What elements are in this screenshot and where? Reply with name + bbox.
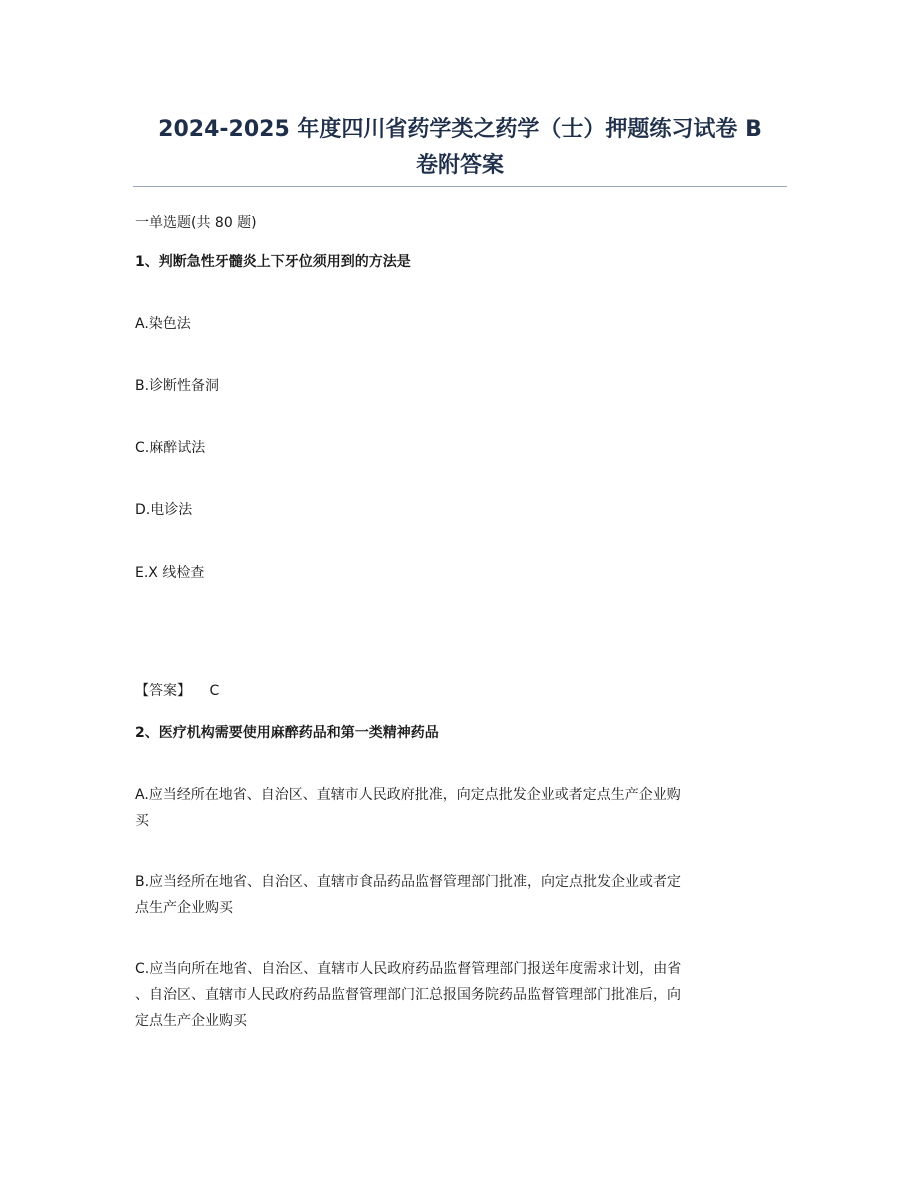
section-heading: 一单选题(共 80 题) xyxy=(135,215,257,231)
question-1-stem: 1、判断急性牙髓炎上下牙位须用到的方法是 xyxy=(135,254,411,270)
option-a-line-1: A.应当经所在地省、自治区、直辖市人民政府批准，向定点批发企业或者定点生产企业购 xyxy=(135,787,681,803)
question-1-option-e: E.X 线检查 xyxy=(135,565,205,581)
answer-value: C xyxy=(209,683,220,699)
title-divider xyxy=(133,186,787,187)
option-b-line-1: B.应当经所在地省、自治区、直辖市食品药品监督管理部门批准，向定点批发企业或者定 xyxy=(135,874,682,890)
page-title xyxy=(130,112,790,184)
option-a-line-2: 买 xyxy=(135,813,149,829)
question-2-option-a xyxy=(135,782,681,834)
title-line-2: 卷附答案 xyxy=(415,153,504,178)
question-1-option-c: C.麻醉试法 xyxy=(135,440,206,456)
answer-label: 【答案】 xyxy=(135,683,191,699)
option-c-line-2: 、自治区、直辖市人民政府药品监督管理部门汇总报国务院药品监督管理部门批准后，向 xyxy=(135,987,681,1003)
question-1-answer xyxy=(135,678,219,704)
question-1-option-d: D.电诊法 xyxy=(135,502,193,518)
question-2-option-b xyxy=(135,869,681,921)
question-1-option-a: A.染色法 xyxy=(135,316,191,332)
option-c-line-1: C.应当向所在地省、自治区、直辖市人民政府药品监督管理部门报送年度需求计划，由省 xyxy=(135,961,682,977)
question-2-stem: 2、医疗机构需要使用麻醉药品和第一类精神药品 xyxy=(135,725,439,741)
question-2-option-c xyxy=(135,956,681,1034)
title-line-1: 2024-2025 年度四川省药学类之药学（士）押题练习试卷 B xyxy=(158,117,762,142)
option-b-line-2: 点生产企业购买 xyxy=(135,900,233,916)
question-1-option-b: B.诊断性备洞 xyxy=(135,378,220,394)
option-c-line-3: 定点生产企业购买 xyxy=(135,1013,247,1029)
